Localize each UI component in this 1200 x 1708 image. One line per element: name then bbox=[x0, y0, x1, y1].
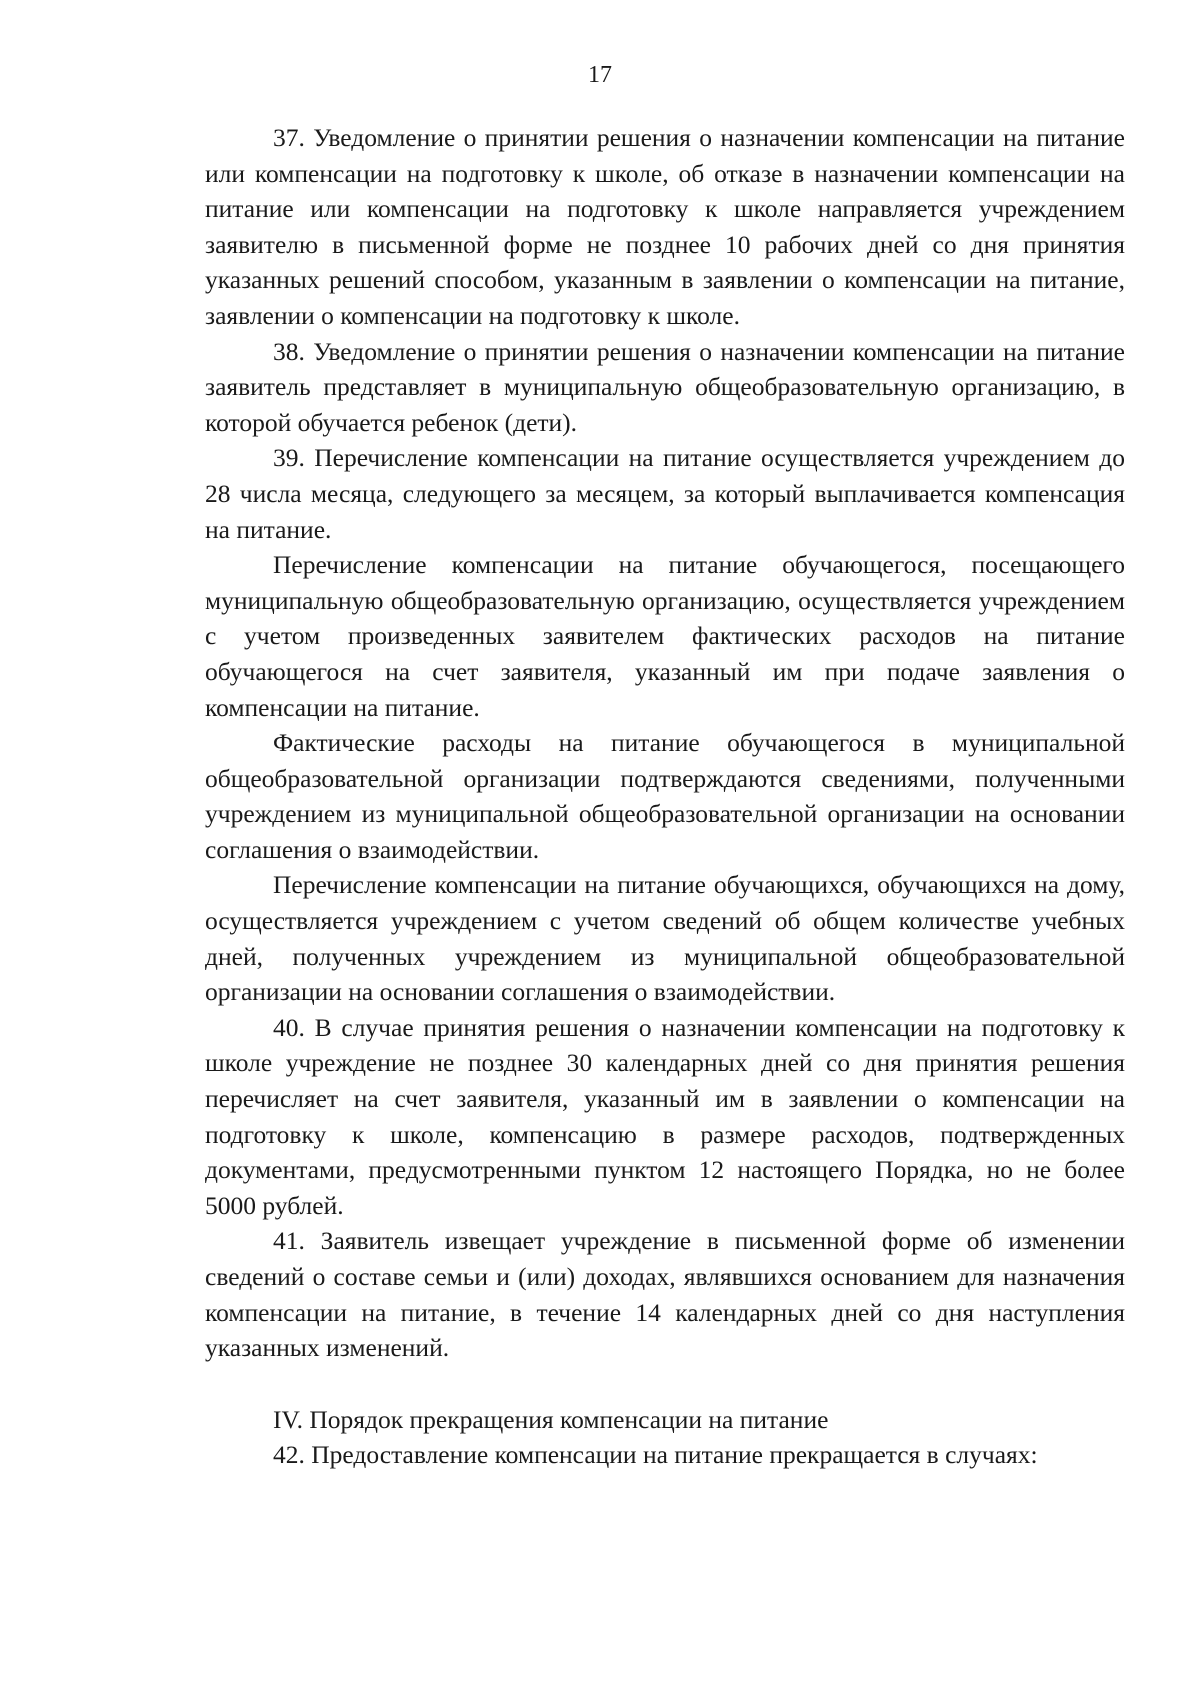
section-heading: IV. Порядок прекращения компенсации на питание bbox=[273, 1404, 829, 1434]
section-spacer bbox=[205, 1366, 1125, 1402]
paragraph-41: 41. Заявитель извещает учреждение в письменной форме об изменении сведений о составе семьи и (или) доходах, являвшихся основанием для назначения компенсации на питание, в течение 14 календарных дней со дня наступления указанных изменений. bbox=[205, 1226, 1125, 1363]
paragraph-40: 40. В случае принятия решения о назначении компенсации на подготовку к школе учреждение не позднее 30 календарных дней со дня принятия решения перечисляет на счет заявителя, указанный им в заявлении о компенсации на подготовку к школе, компенсацию в размере расходов, подтвержденных документами, предусмотренными пунктом 12 настоящего Порядка, но не более 5000 рублей. bbox=[205, 1012, 1125, 1220]
paragraph-42: 42. Предоставление компенсации на питание прекращается в случаях: bbox=[273, 1440, 1038, 1470]
paragraph-39: 39. Перечисление компенсации на питание осуществляется учреждением до 28 числа месяца, следующего за месяцем, за который выплачивается компенсация на питание. bbox=[205, 443, 1125, 544]
page-number: 17 bbox=[588, 62, 612, 88]
paragraph-37: 37. Уведомление о принятии решения о назначении компенсации на питание или компенсации на подготовку к школе, об отказе в назначении компенсации на питание или компенсации на подготовку к школе направляется учреждением заявителю в письменной форме не позднее 10 рабочих дней со дня принятия указанных решений способом, указанным в заявлении о компенсации на питание, заявлении о компенсации на подготовку к школе. bbox=[205, 123, 1125, 330]
document-body bbox=[205, 120, 1125, 1473]
paragraph-39-transfer-home: Перечисление компенсации на питание обучающихся, обучающихся на дому, осуществляется учреждением с учетом сведений об общем количестве учебных дней, полученных учреждением из муниципальной общеобразовательной организации на основании соглашения о взаимодействии. bbox=[205, 870, 1125, 1007]
paragraph-38: 38. Уведомление о принятии решения о назначении компенсации на питание заявитель представляет в муниципальную общеобразовательную организацию, в которой обучается ребенок (дети). bbox=[205, 336, 1125, 437]
paragraph-39-actual-expenses: Фактические расходы на питание обучающегося в муниципальной общеобразовательной организации подтверждаются сведениями, полученными учреждением из муниципальной общеобразовательной организации на основании соглашения о взаимодействии. bbox=[205, 728, 1125, 864]
paragraph-39-transfer-attending: Перечисление компенсации на питание обучающегося, посещающего муниципальную общеобразовательную организацию, осуществляется учреждением с учетом произведенных заявителем фактических расходов на питание обучающегося на счет заявителя, указанный им при подаче заявления о компенсации на питание. bbox=[205, 550, 1125, 722]
